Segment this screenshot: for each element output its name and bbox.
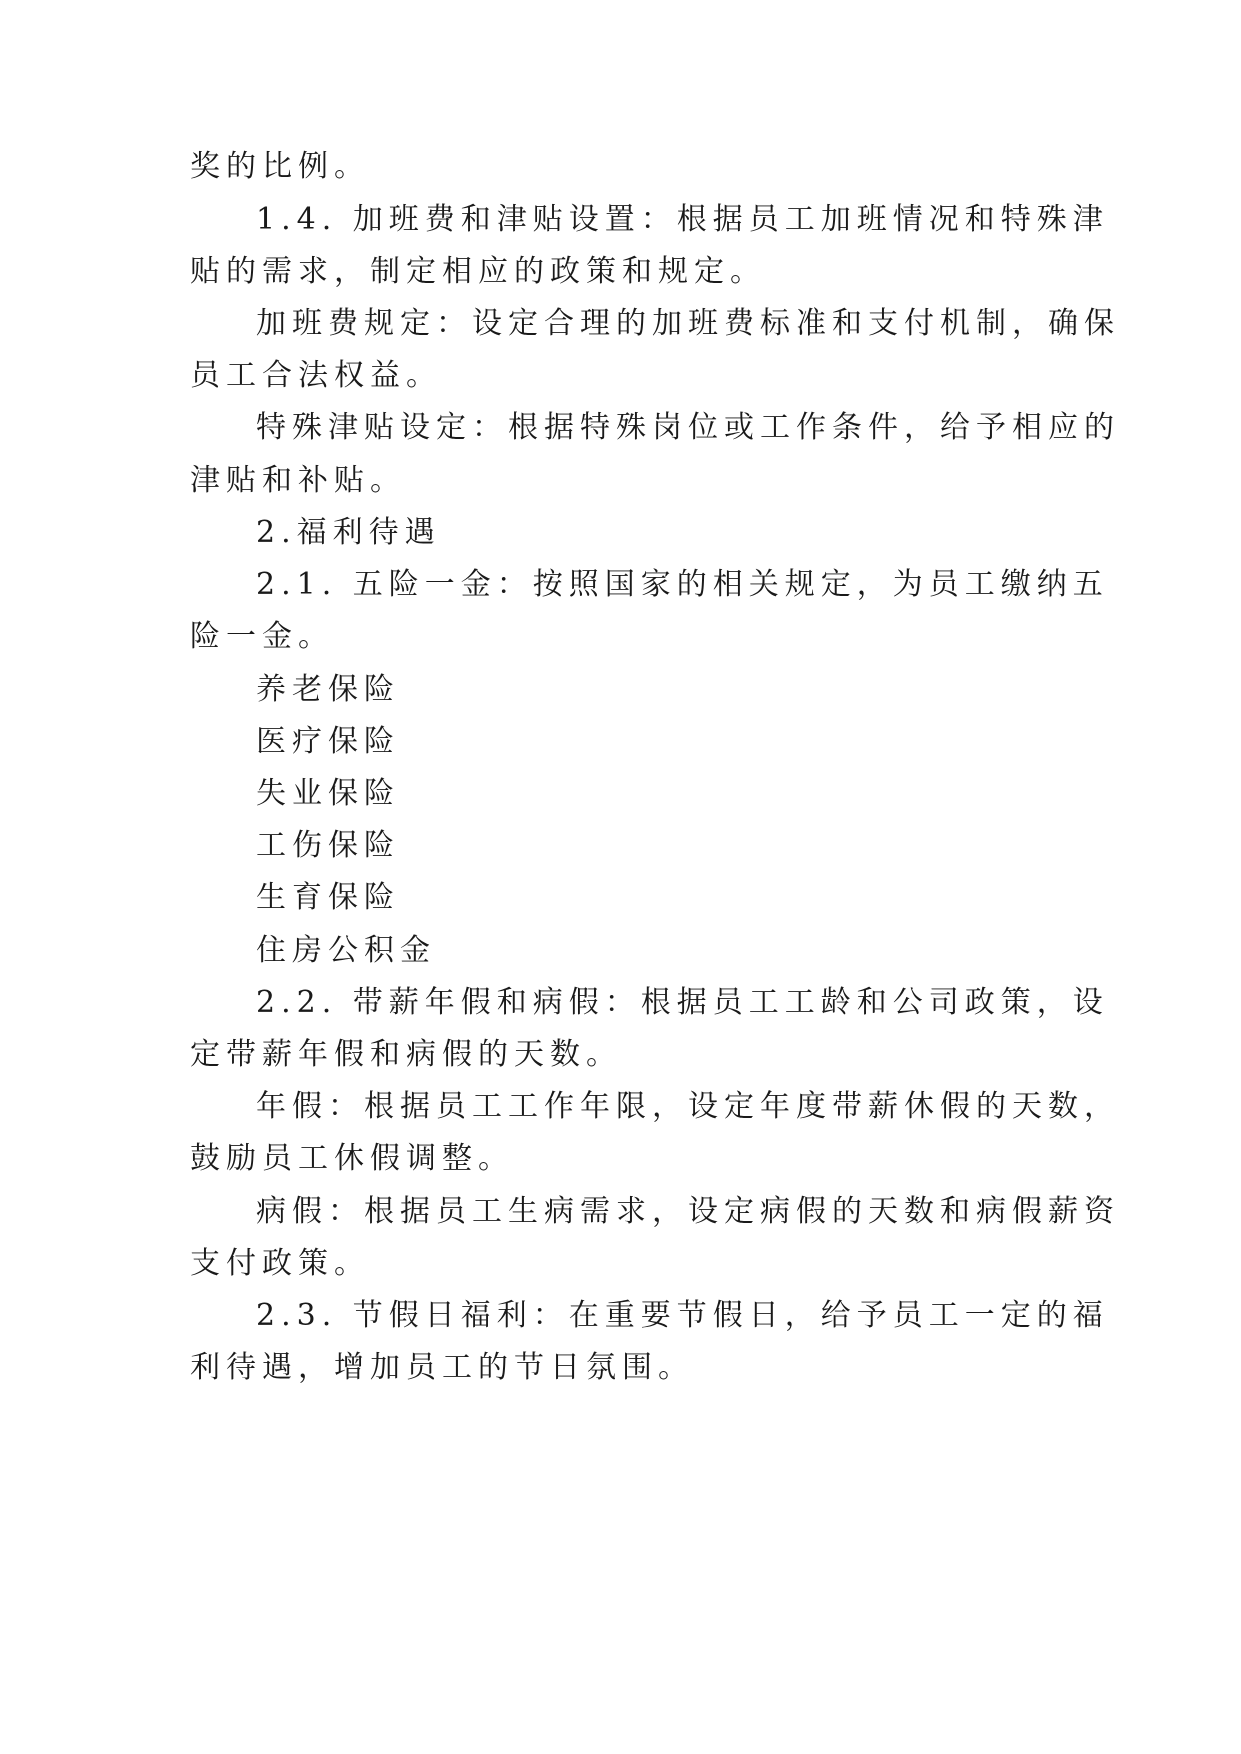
text-line: 员工合法权益。 <box>190 358 442 393</box>
text-line: 鼓励员工休假调整。 <box>190 1141 514 1176</box>
section-heading-2-3: 2.3. 节假日福利：在重要节假日，给予员工一定的福 <box>256 1298 1109 1333</box>
text-line: 定带薪年假和病假的天数。 <box>190 1037 622 1072</box>
text-line: 奖的比例。 <box>190 149 370 184</box>
section-heading-1-4: 1.4. 加班费和津贴设置：根据员工加班情况和特殊津 <box>256 202 1109 237</box>
list-item: 生育保险 <box>256 880 400 915</box>
list-item: 住房公积金 <box>256 933 436 968</box>
list-item: 养老保险 <box>256 672 400 707</box>
list-item: 医疗保险 <box>256 724 400 759</box>
list-item: 工伤保险 <box>256 828 400 863</box>
text-line: 支付政策。 <box>190 1246 370 1281</box>
text-line: 津贴和补贴。 <box>190 463 406 498</box>
section-heading-2-2: 2.2. 带薪年假和病假：根据员工工龄和公司政策，设 <box>256 985 1109 1020</box>
text-line: 利待遇，增加员工的节日氛围。 <box>190 1350 694 1385</box>
section-heading-2: 2.福利待遇 <box>256 515 441 550</box>
section-heading-2-1: 2.1. 五险一金：按照国家的相关规定，为员工缴纳五 <box>256 567 1109 602</box>
text-line: 年假：根据员工工作年限，设定年度带薪休假的天数， <box>256 1089 1120 1124</box>
text-line: 贴的需求，制定相应的政策和规定。 <box>190 254 766 289</box>
text-line: 险一金。 <box>190 619 334 654</box>
text-line: 加班费规定：设定合理的加班费标准和支付机制，确保 <box>256 306 1120 341</box>
text-line: 特殊津贴设定：根据特殊岗位或工作条件，给予相应的 <box>256 410 1120 445</box>
list-item: 失业保险 <box>256 776 400 811</box>
text-line: 病假：根据员工生病需求，设定病假的天数和病假薪资 <box>256 1194 1120 1229</box>
